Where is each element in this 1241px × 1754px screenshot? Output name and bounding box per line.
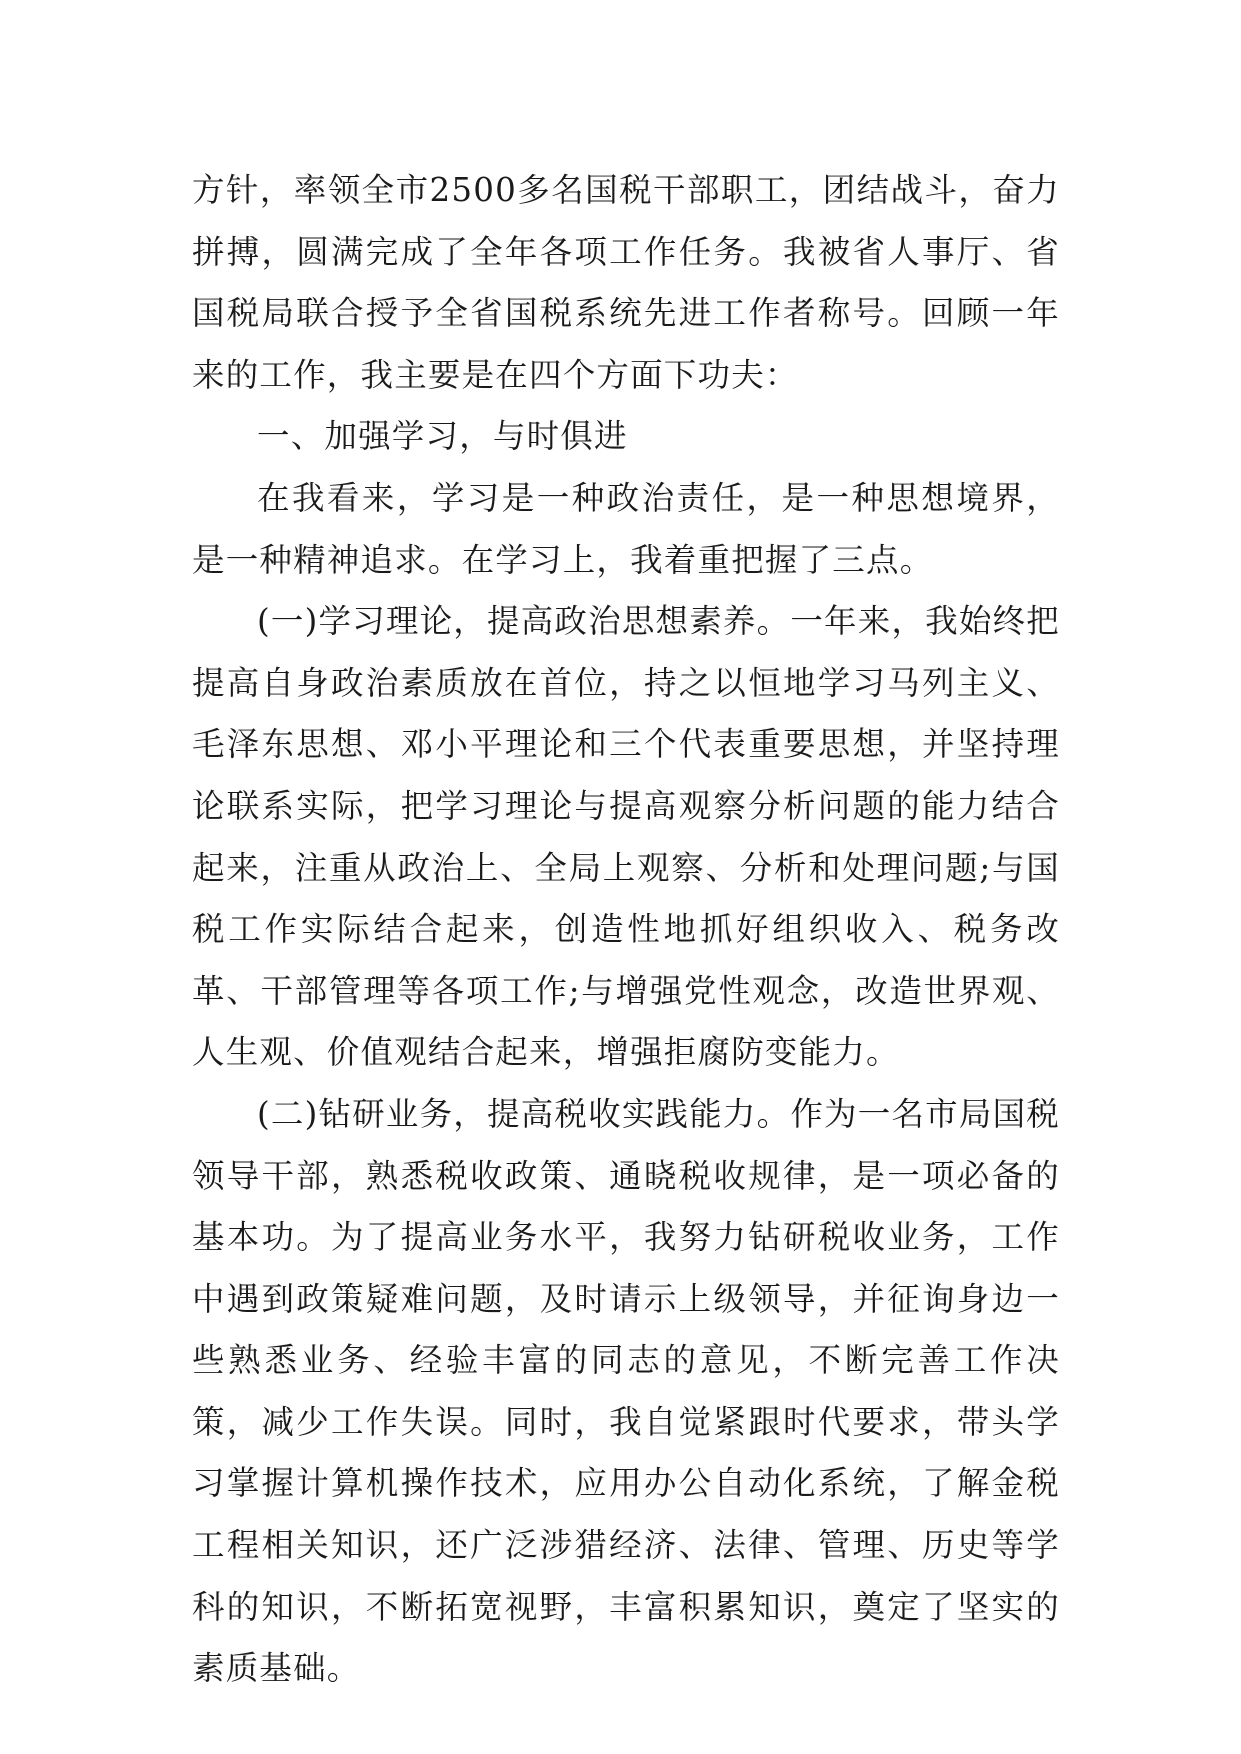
section-heading-1: 一、加强学习，与时俱进 <box>257 417 628 456</box>
document-body <box>192 160 1060 1700</box>
paragraph-business: (二)钻研业务，提高税收实践能力。作为一名市局国税领导干部，熟悉税收政策、通晓税收规律，是一项必备的基本功。为了提高业务水平，我努力钻研税收业务，工作中遇到政策疑难问题，及时请示上级领导，并征询身边一些熟悉业务、经验丰富的同志的意见，不断完善工作决策，减少工作失误。同时，我自觉紧跟时代要求，带头学习掌握计算机操作技术，应用办公自动化系统，了解金税工程相关知识，还广泛涉猎经济、法律、管理、历史等学科的知识，不断拓宽视野，丰富积累知识，奠定了坚实的素质基础。 <box>192 1094 1060 1688</box>
paragraph-theory: (一)学习理论，提高政治思想素养。一年来，我始终把提高自身政治素质放在首位，持之以恒地学习马列主义、毛泽东思想、邓小平理论和三个代表重要思想，并坚持理论联系实际，把学习理论与提高观察分析问题的能力结合起来，注重从政治上、全局上观察、分析和处理问题;与国税工作实际结合起来，创造性地抓好组织收入、税务改革、干部管理等各项工作;与增强党性观念，改造世界观、人生观、价值观结合起来，增强拒腐防变能力。 <box>192 602 1060 1072</box>
paragraph-intro: 方针，率领全市2500多名国税干部职工，团结战斗，奋力拼搏，圆满完成了全年各项工作任务。我被省人事厅、省国税局联合授予全省国税系统先进工作者称号。回顾一年来的工作，我主要是在四个方面下功夫： <box>192 171 1060 394</box>
paragraph-study-view: 在我看来，学习是一种政治责任，是一种思想境界，是一种精神追求。在学习上，我着重把握了三点。 <box>192 478 1060 579</box>
